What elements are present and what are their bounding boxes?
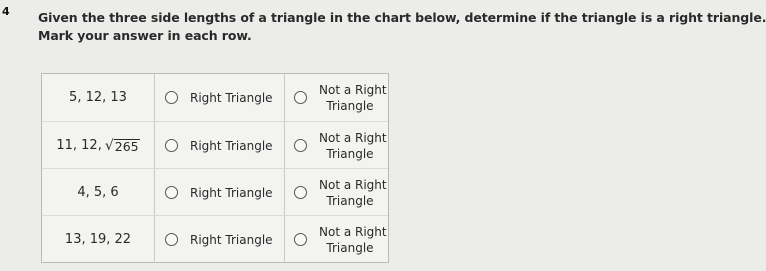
- prompt-line-2: Mark your answer in each row.: [38, 28, 252, 43]
- option-label: Not a Right Triangle: [319, 224, 387, 255]
- radio-button[interactable]: [165, 186, 178, 199]
- grid-row-3: [42, 168, 388, 216]
- right-triangle-option[interactable]: [155, 74, 285, 121]
- option-label: Right Triangle: [190, 90, 273, 105]
- option-label: Not a Right Triangle: [319, 177, 387, 208]
- radio-button[interactable]: [294, 91, 307, 104]
- option-label: Not a Right Triangle: [319, 82, 387, 113]
- question-prompt: [38, 9, 766, 45]
- right-triangle-option[interactable]: [155, 169, 285, 216]
- radio-button[interactable]: [294, 186, 307, 199]
- option-label: Not a Right Triangle: [319, 130, 387, 161]
- question-number: 4: [2, 5, 10, 18]
- right-triangle-option[interactable]: [155, 216, 285, 263]
- grid-row-1: [42, 74, 388, 121]
- not-right-triangle-option[interactable]: [285, 216, 388, 263]
- side-lengths: 5, 12, 13: [42, 74, 155, 121]
- option-label: Right Triangle: [190, 185, 273, 200]
- radicand: 265: [114, 138, 139, 154]
- side-lengths: 4, 5, 6: [42, 169, 155, 216]
- not-right-triangle-option[interactable]: [285, 169, 388, 216]
- side-lengths: 11, 12, √ 265: [42, 122, 155, 169]
- radio-button[interactable]: [165, 233, 178, 246]
- radio-button[interactable]: [294, 233, 307, 246]
- side-lengths: 13, 19, 22: [42, 216, 155, 263]
- not-right-triangle-option[interactable]: [285, 74, 388, 121]
- radio-button[interactable]: [165, 139, 178, 152]
- square-root: [105, 139, 140, 153]
- radio-button[interactable]: [294, 139, 307, 152]
- radio-button[interactable]: [165, 91, 178, 104]
- grid-row-4: [42, 215, 388, 263]
- radical-icon: √: [104, 137, 114, 154]
- option-label: Right Triangle: [190, 138, 273, 153]
- grid-row-2: [42, 121, 388, 169]
- option-label: Right Triangle: [190, 232, 273, 247]
- right-triangle-option[interactable]: [155, 122, 285, 169]
- answer-grid: [41, 73, 389, 263]
- prompt-line-1: Given the three side lengths of a triangle in the chart below, determine if the triangle is a right triangle.: [38, 10, 766, 25]
- not-right-triangle-option[interactable]: [285, 122, 388, 169]
